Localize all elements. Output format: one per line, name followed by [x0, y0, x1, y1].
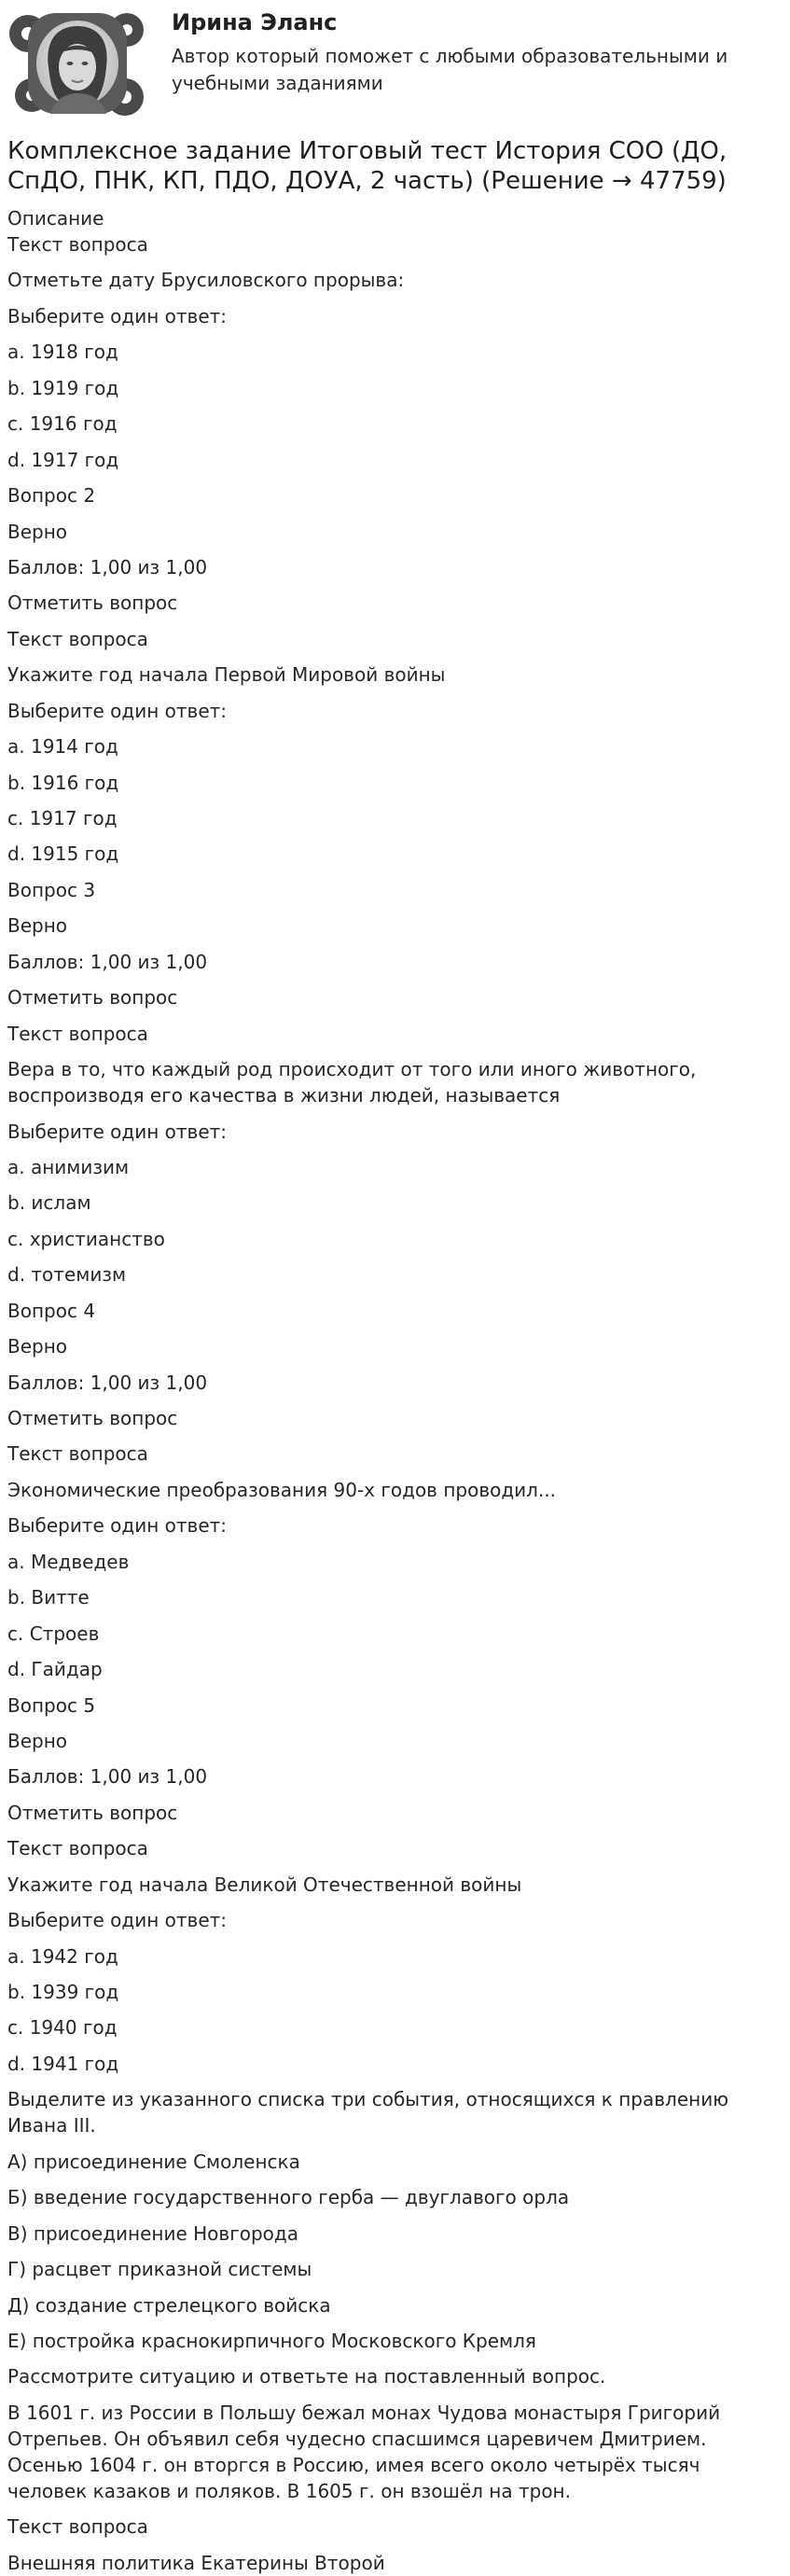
text-line: Текст вопроса — [7, 1837, 148, 1860]
text-line: c. 1940 год — [7, 2016, 118, 2040]
text-line: Выделите из указанного списка три события, относящихся к правлению Ивана III. — [7, 2088, 729, 2137]
text-line: В 1601 г. из России в Польшу бежал монах Чудова монастыря Григорий Отрепьев. Он объявил себя чудесно спасшимся царевичем Дмитрием. Осенью 1604 г. он вторгся в Россию, имея всего около четырёх тысяч человек казаков и поляков. В 1605 г. он взошёл на трон. — [7, 2401, 721, 2502]
text-line: Вера в то, что каждый род происходит от того или иного животного, воспроизводя его качества в жизни людей, называется — [7, 1058, 697, 1107]
text-line: Отметить вопрос — [7, 592, 178, 615]
text-line: Баллов: 1,00 из 1,00 — [7, 555, 208, 578]
text-line: Текст вопроса — [7, 2515, 148, 2539]
text-line: a. 1914 год — [7, 735, 118, 759]
text-line: Верно — [7, 914, 68, 938]
text-line: a. Медведев — [7, 1550, 130, 1573]
text-line: Отметить вопрос — [7, 986, 178, 1010]
text-line: Отметить вопрос — [7, 1801, 178, 1824]
text-line: b. ислам — [7, 1191, 91, 1215]
text-line: Внешняя политика Екатерины Второй — [7, 2551, 385, 2574]
text-line: Выберите один ответ: — [7, 1909, 228, 1932]
text-line: Баллов: 1,00 из 1,00 — [7, 1371, 208, 1394]
text-line: Вопрос 3 — [7, 878, 96, 901]
text-line: Отметить вопрос — [7, 1407, 178, 1429]
text-line: c. 1916 год — [7, 412, 118, 436]
text-line: c. христианство — [7, 1227, 165, 1250]
text-line: a. 1942 год — [7, 1944, 118, 1968]
text-line: Верно — [7, 520, 68, 543]
text-line: Вопрос 5 — [7, 1693, 96, 1717]
author-photo-icon — [7, 6, 147, 121]
text-line: b. 1939 год — [7, 1981, 119, 2003]
text-line: Д) создание стрелецкого войска — [7, 2293, 331, 2317]
text-line: Текст вопроса — [7, 627, 148, 650]
text-line: Текст вопроса — [7, 1022, 148, 1045]
text-line: Укажите год начала Первой Мировой войны — [7, 663, 446, 687]
text-line: d. 1917 год — [7, 448, 119, 471]
text-line: Рассмотрите ситуацию и ответьте на поставленный вопрос. — [7, 2365, 606, 2388]
page-title: Комплексное задание Итоговый тест История СОО (ДО, СпДО, ПНК, КП, ПДО, ДОУА, 2 часть) (Решение → 47759) — [7, 137, 728, 195]
text-line: Выберите один ответ: — [7, 699, 228, 722]
author-description: Автор который поможет с любыми образовательными и учебными заданиями — [172, 45, 728, 94]
text-line: b. 1919 год — [7, 376, 119, 399]
text-line: Описание — [7, 207, 104, 230]
text-line: d. Гайдар — [7, 1658, 103, 1681]
text-line: Выберите один ответ: — [7, 1120, 228, 1143]
text-line: В) присоединение Новгорода — [7, 2221, 298, 2245]
text-line: Верно — [7, 1335, 68, 1358]
author-name: Ирина Эланс — [172, 9, 338, 35]
text-line: А) присоединение Смоленска — [7, 2150, 300, 2173]
text-line: Укажите год начала Великой Отечественной войны — [7, 1873, 522, 1896]
text-line: Б) введение государственного герба — двуглавого орла — [7, 2186, 570, 2209]
text-line: c. Строев — [7, 1622, 100, 1645]
text-line: Выберите один ответ: — [7, 304, 228, 327]
text-line: Баллов: 1,00 из 1,00 — [7, 1765, 208, 1789]
text-line: Текст вопроса — [7, 233, 148, 256]
text-line: d. тотемизм — [7, 1263, 127, 1287]
text-line: a. 1918 год — [7, 341, 118, 364]
text-line: Г) расцвет приказной системы — [7, 2258, 312, 2281]
text-line: Отметьте дату Брусиловского прорыва: — [7, 269, 405, 292]
text-line: Вопрос 2 — [7, 484, 96, 508]
text-line: b. 1916 год — [7, 771, 119, 794]
text-line: d. 1941 год — [7, 2052, 119, 2075]
text-line: c. 1917 год — [7, 807, 118, 829]
text-line: Экономические преобразования 90-х годов проводил... — [7, 1478, 557, 1501]
text-line: Текст вопроса — [7, 1442, 148, 1466]
text-line: a. анимизим — [7, 1155, 130, 1178]
text-line: Верно — [7, 1729, 68, 1752]
text-line: Вопрос 4 — [7, 1299, 96, 1322]
text-line: b. Витте — [7, 1586, 90, 1609]
text-line: Е) постройка краснокирпичного Московского Кремля — [7, 2329, 536, 2352]
text-line: Выберите один ответ: — [7, 1514, 228, 1538]
document-body — [0, 136, 790, 2576]
text-line: Баллов: 1,00 из 1,00 — [7, 950, 208, 973]
text-line: d. 1915 год — [7, 842, 119, 866]
author-header — [0, 0, 790, 131]
